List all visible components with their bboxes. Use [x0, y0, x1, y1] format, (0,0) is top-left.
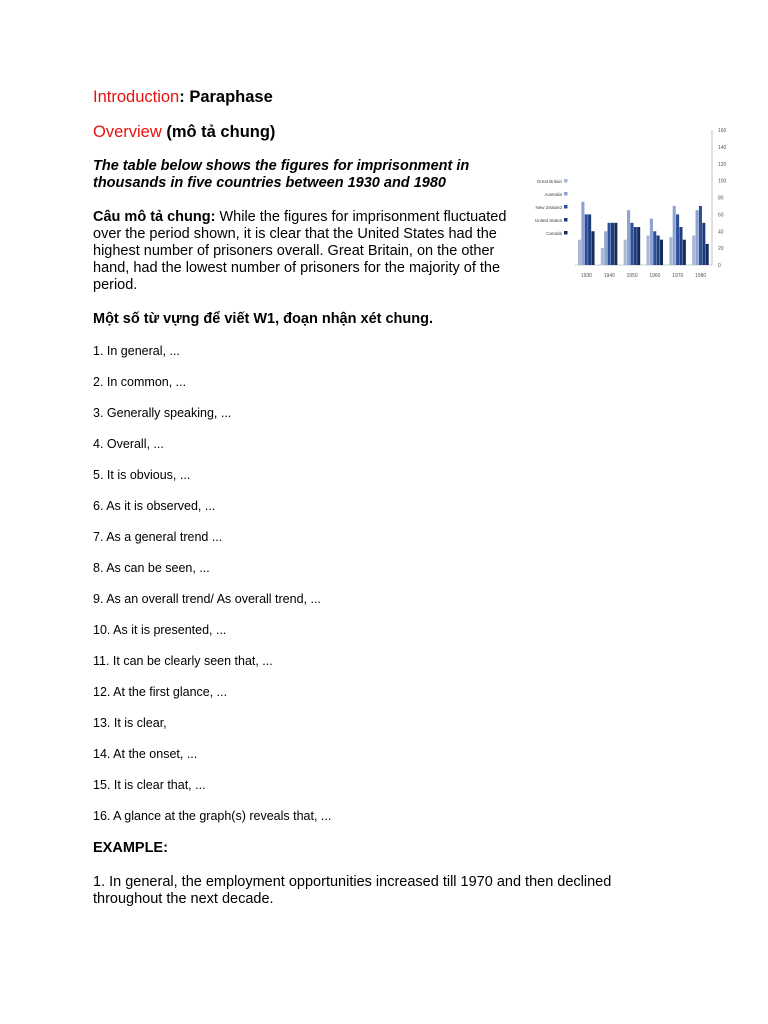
list-item: 16. A glance at the graph(s) reveals that, ... — [93, 809, 332, 823]
overview-label: Overview — [93, 123, 162, 141]
chart-bar — [581, 202, 584, 265]
list-item: 3. Generally speaking, ... — [93, 406, 232, 420]
chart-bar — [604, 231, 607, 265]
chart-bar — [669, 237, 672, 265]
list-item: 14. At the onset, ... — [93, 747, 198, 761]
chart-bar — [647, 235, 650, 265]
list-item: 11. It can be clearly seen that, ... — [93, 654, 273, 668]
y-tick-label: 100 — [718, 178, 727, 185]
chart-bar — [653, 231, 656, 265]
list-item: 5. It is obvious, ... — [93, 468, 191, 482]
x-tick-label: 1970 — [672, 273, 684, 279]
summary-label: Câu mô tả chung: — [93, 209, 216, 225]
list-item: 7. As a general trend ... — [93, 530, 223, 544]
list-item: 15. It is clear that, ... — [93, 778, 206, 792]
vocab-heading: Một số từ vựng để viết W1, đoạn nhận xét chung. — [93, 311, 434, 327]
legend-label: Australia — [544, 192, 562, 197]
summary-paragraph — [93, 209, 523, 294]
chart-bar — [650, 219, 653, 265]
example-text: 1. In general, the employment opportunities increased till 1970 and then declined throughout the next decade. — [93, 874, 612, 907]
y-tick-label: 80 — [718, 195, 724, 202]
overview-rest: (mô tả chung) — [161, 123, 276, 141]
chart-bar — [585, 214, 588, 265]
chart-bar — [624, 240, 627, 265]
y-tick-label: 140 — [718, 144, 727, 151]
y-tick-label: 40 — [718, 229, 724, 236]
legend-swatch — [564, 231, 568, 235]
list-item: 6. As it is observed, ... — [93, 499, 216, 513]
chart-bar — [683, 240, 686, 265]
y-tick-label: 120 — [718, 161, 727, 168]
legend-swatch — [564, 179, 568, 183]
chart-bar — [608, 223, 611, 265]
chart-bar — [657, 235, 660, 265]
list-item: 10. As it is presented, ... — [93, 623, 227, 637]
list-item: 8. As can be seen, ... — [93, 561, 210, 575]
chart-bar — [679, 227, 682, 265]
chart-bar — [673, 206, 676, 265]
chart-bar — [702, 223, 705, 265]
chart-bar — [601, 248, 604, 265]
list-item: 4. Overall, ... — [93, 437, 164, 451]
vocab-list — [93, 344, 331, 840]
example-heading: EXAMPLE: — [93, 840, 168, 856]
chart-bar — [692, 235, 695, 265]
chart-bar — [660, 240, 663, 265]
summary-text: While the figures for imprisonment fluctuated over the period shown, it is clear that the United States had the highest number of prisoners overall. Great Britain, on the other hand, had the lowest number of prisoners for the majority of the period. — [93, 209, 507, 293]
x-tick-label: 1980 — [695, 273, 707, 279]
legend-label: Great Britain — [536, 179, 562, 184]
legend-swatch — [564, 205, 568, 209]
chart-bar — [614, 223, 617, 265]
chart-bar — [696, 210, 699, 265]
legend-label: Canada — [546, 231, 562, 236]
list-item: 2. In common, ... — [93, 375, 187, 389]
x-tick-label: 1950 — [626, 273, 638, 279]
chart-bar — [591, 231, 594, 265]
chart-bar — [637, 227, 640, 265]
chart-bar — [676, 214, 679, 265]
list-item: 12. At the first glance, ... — [93, 685, 228, 699]
list-item: 1. In general, ... — [93, 344, 180, 358]
legend-swatch — [564, 192, 568, 196]
legend-swatch — [564, 218, 568, 222]
chart-bar — [627, 210, 630, 265]
chart-bar — [578, 240, 581, 265]
introduction-rest: : Paraphase — [179, 88, 273, 106]
chart-bar — [630, 223, 633, 265]
imprisonment-chart — [530, 122, 740, 282]
y-tick-label: 20 — [718, 246, 724, 253]
x-tick-label: 1930 — [580, 273, 592, 279]
chart-bar — [706, 244, 709, 265]
legend-label: New Zealand — [535, 205, 562, 210]
y-tick-label: 60 — [718, 212, 724, 219]
list-item: 9. As an overall trend/ As overall trend, ... — [93, 592, 321, 606]
introduction-heading — [93, 88, 273, 107]
y-tick-label: 0 — [718, 263, 721, 269]
legend-label: United States — [534, 218, 562, 223]
chart-bar — [611, 223, 614, 265]
x-tick-label: 1940 — [603, 273, 615, 279]
chart-bar — [634, 227, 637, 265]
overview-heading — [93, 123, 275, 142]
x-tick-label: 1960 — [649, 273, 661, 279]
list-item: 13. It is clear, — [93, 716, 167, 730]
introduction-label: Introduction — [93, 88, 180, 106]
y-tick-label: 160 — [718, 128, 727, 134]
chart-bar — [699, 206, 702, 265]
task-prompt: The table below shows the figures for imprisonment in thousands in five countries between 1930 and 1980 — [93, 158, 470, 191]
chart-bar — [588, 214, 591, 265]
